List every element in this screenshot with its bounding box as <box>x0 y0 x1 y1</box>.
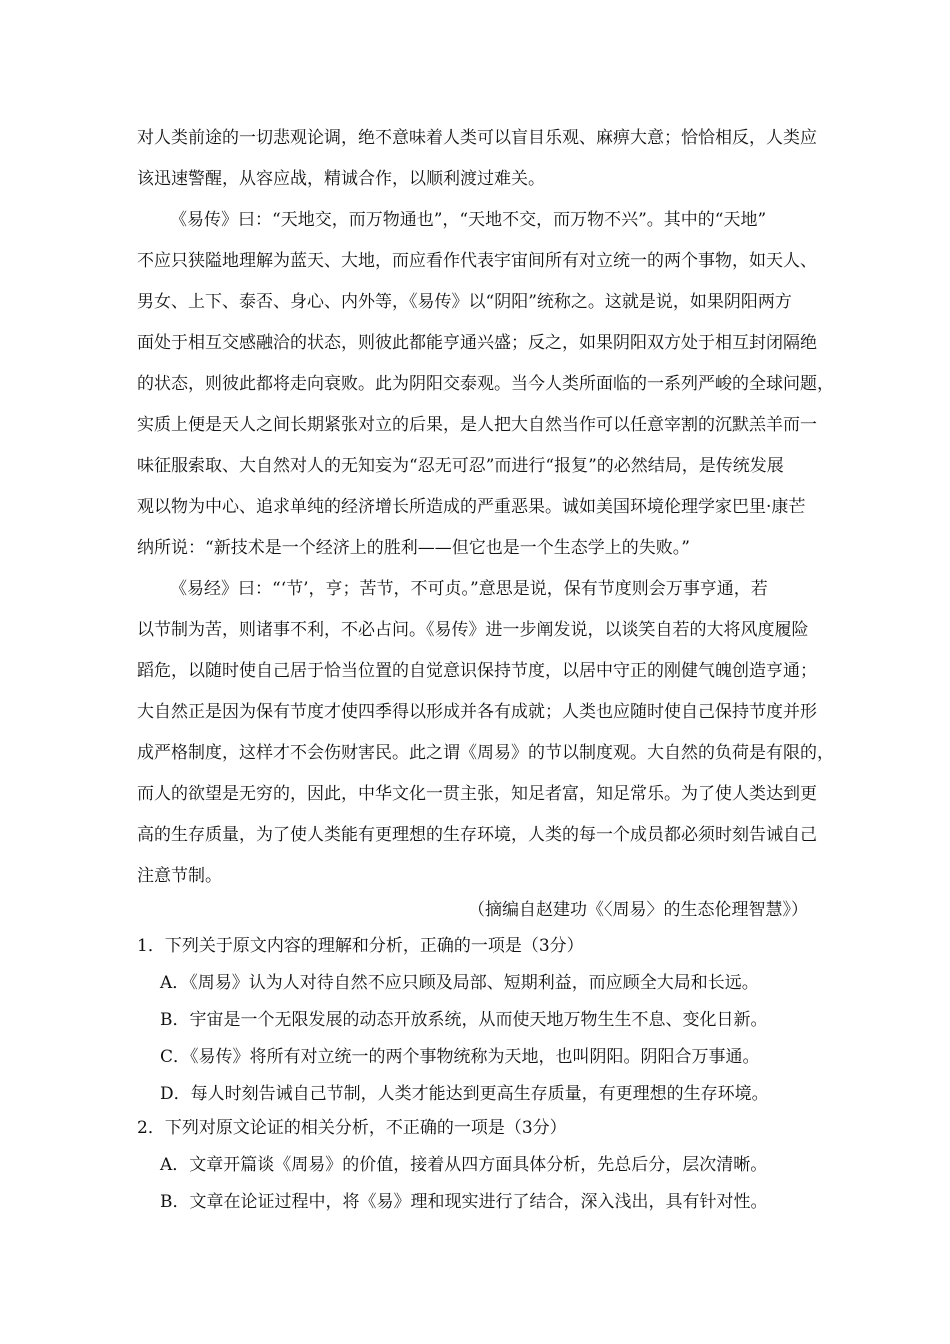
paragraph-line: 该迅速警醒，从容应战，精诚合作，以顺利渡过难关。 <box>137 169 545 189</box>
question-option: B．文章在论证过程中，将《易》理和现实进行了结合，深入浅出，具有针对性。 <box>160 1192 768 1212</box>
question-stem: 1．下列关于原文内容的理解和分析，正确的一项是（3分） <box>137 936 584 956</box>
paragraph-line: 纳所说：“新技术是一个经济上的胜利——但它也是一个生态学上的失败。” <box>137 538 690 558</box>
question-option: B．宇宙是一个无限发展的动态开放系统，从而使天地万物生生不息、变化日新。 <box>160 1010 768 1030</box>
paragraph-line: 而人的欲望是无穷的，因此，中华文化一贯主张，知足者富，知足常乐。为了使人类达到更 <box>137 784 817 804</box>
paragraph-line: 高的生存质量，为了使人类能有更理想的生存环境，人类的每一个成员都必须时刻告诫自己 <box>137 825 817 845</box>
paragraph-line: 注意节制。 <box>137 866 222 886</box>
paragraph-line: 面处于相互交感融洽的状态，则彼此都能亨通兴盛；反之，如果阴阳双方处于相互封闭隔绝 <box>137 333 817 353</box>
paragraph-line: 以节制为苦，则诸事不利，不必占问。《易传》进一步阐发说，以谈笑自若的大将风度履险 <box>137 620 809 640</box>
question-option: A．文章开篇谈《周易》的价值，接着从四方面具体分析，先总后分，层次清晰。 <box>160 1155 768 1175</box>
paragraph-line: 味征服索取、大自然对人的无知妄为“忍无可忍”而进行“报复”的必然结局，是传统发展 <box>137 456 784 476</box>
paragraph-line: 对人类前途的一切悲观论调，绝不意味着人类可以盲目乐观、麻痹大意；恰恰相反，人类应 <box>137 128 817 148</box>
paragraph-line: 蹈危，以随时使自己居于恰当位置的自觉意识保持节度，以居中守正的刚健气魄创造亨通； <box>137 661 817 681</box>
paragraph-line: 成严格制度，这样才不会伤财害民。此之谓《周易》的节以制度观。大自然的负荷是有限的， <box>137 743 834 763</box>
paragraph-line: 观以物为中心、追求单纯的经济增长所造成的严重恶果。诚如美国环境伦理学家巴里·康芒 <box>137 497 806 517</box>
paragraph-line: 实质上便是天人之间长期紧张对立的后果，是人把大自然当作可以任意宰割的沉默羔羊而一 <box>137 415 817 435</box>
paragraph-line: 《易经》曰：“‘节’，亨；苦节，不可贞。”意思是说，保有节度则会万事亨通，若 <box>170 579 768 599</box>
question-option: D．每人时刻告诫自己节制，人类才能达到更高生存质量，有更理想的生存环境。 <box>160 1084 769 1104</box>
question-stem: 2．下列对原文论证的相关分析，不正确的一项是（3分） <box>137 1118 567 1138</box>
source-citation: （摘编自赵建功《〈周易〉的生态伦理智慧》） <box>468 900 808 920</box>
paragraph-line: 的状态，则彼此都将走向衰败。此为阴阳交泰观。当今人类所面临的一系列严峻的全球问题， <box>137 374 834 394</box>
paragraph-line: 大自然正是因为保有节度才使四季得以形成并各有成就；人类也应随时使自己保持节度并形 <box>137 702 817 722</box>
paragraph-line: 男女、上下、泰否、身心、内外等，《易传》以“阴阳”统称之。这就是说，如果阴阳两方 <box>137 292 792 312</box>
question-option: C．《易传》将所有对立统一的两个事物统称为天地，也叫阴阳。阴阳合万事通。 <box>160 1047 760 1067</box>
paragraph-line: 不应只狭隘地理解为蓝天、大地，而应看作代表宇宙间所有对立统一的两个事物，如天人、 <box>137 251 817 271</box>
question-option: A．《周易》认为人对待自然不应只顾及局部、短期利益，而应顾全大局和长远。 <box>160 973 759 993</box>
paragraph-line: 《易传》曰：“天地交，而万物通也”，“天地不交，而万物不兴”。其中的“天地” <box>170 210 767 230</box>
